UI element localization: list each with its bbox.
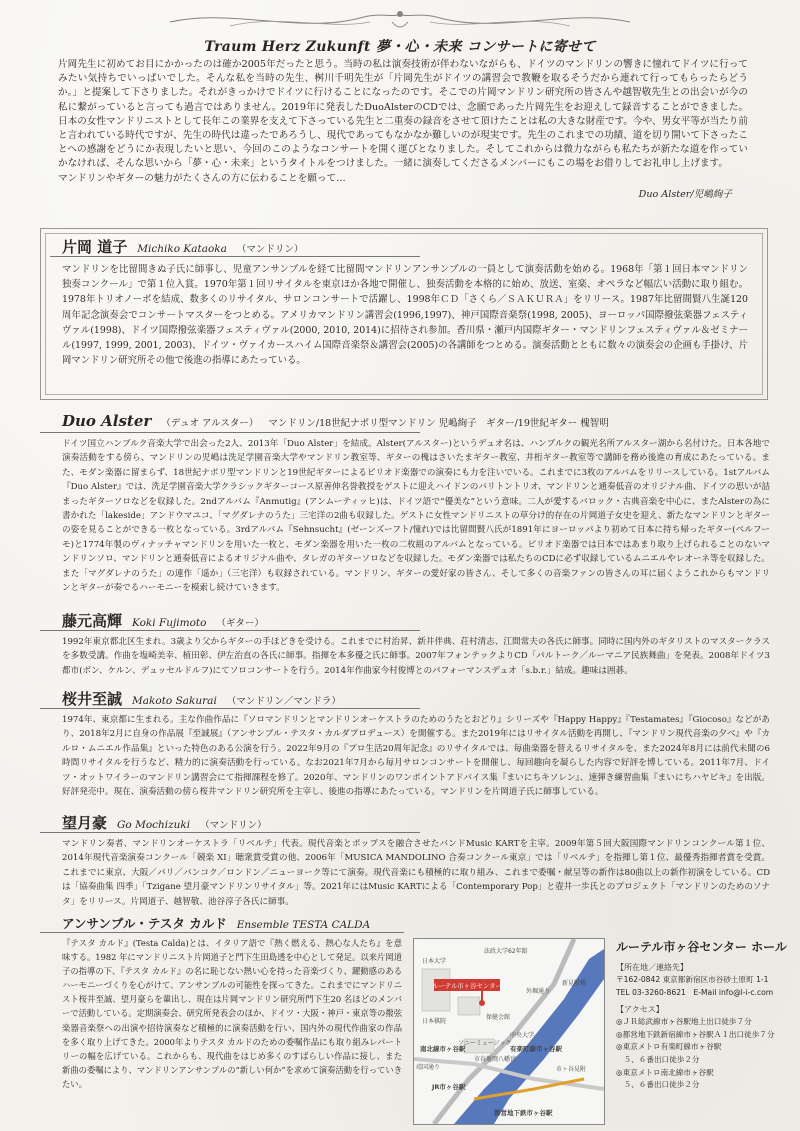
duo-bio: ドイツ国立ハンブルク音楽大学で出会った2人、2013年「Duo Alster」を結成。Alster(アルスター)というデュオ名は、ハンブルクの観光名所アルスター湖から名付けた。日本各地で演奏活動をする傍ら、マンドリンの児嶋は洗足学園音楽大学やマンドリン教室等、ギターの槐はさいたまギター教室、井桁ギター教室等で講師を務め後進の育成にあたっている。また、モダン楽器に留まらず、18世紀ナポリ型マンドリンと19世紀ギターによるピリオド楽器での演奏にも力を注いでいる。これまでに3枚のアルバムをリリースしている。1stアルバム『Duo Alster』では、洗足学園音楽大学クラシックギターコース原善伸名誉教授をゲストに迎えハイドンのバリトントリオ、マンドリンと通奏低音のオリジナル曲、ドイツの思いが詰まったギターソロなどを収録した。2ndアルバム『Anmutig』(アンムーティッヒ)は、ドイツ語で“優美な”という意味。二人が愛するバロック・古典音楽を中心に、またAlsterの為に書かれた「lakeside」アンドウマユコ、「マグダレナのうた」三宅洋の2曲も収録した。ゲストに女性マンドリニストの草分け的存在の片岡道子女史を迎え、新たなマンドリンとギターの姿を見ることができる一枚となっている。3rdアルバム『Sehnsucht』(ゼーンズーフト/憧れ)では比留間賢八氏が1891年にヨーロッパより初めて日本に持ち帰ったギター(ペルフーモ)と1774年製のヴィナッチャマンドリンを用いた一枚と、モダン楽器を用いた一枚の二枚組のアルバムとなっている。ピリオド楽器では日本ではあまり取り上げられることのないマンドリンソロ、マンドリンと通奏低音によるオリジナル曲や、タレガのギターソロなどを収録した。モダン楽器では私たちのCDに必ず収録しているムニエルやレオーネ等を収録した。また「マグダレナのうた」の連作「遥か」（三宅洋）も収録されている。マンドリン、ギターの愛好家の皆さん、そして多くの音楽ファンの皆さんの耳に届くようこれからもマンドリンとギターが奏でるハーモニーを模索し続けていきます。 (62, 439, 770, 594)
access-item: ◎都営地下鉄新宿線市ヶ谷駅Ａ１出口徒歩７分 (616, 1029, 775, 1039)
venue-address: 〒162-0842 東京都新宿区市谷砂土原町 1-1 (616, 975, 769, 984)
kataoka-bio: マンドリンを比留間きぬ子氏に師事し、児童アンサンブルを経て比留間マンドリンアンサンブルの一員として演奏活動を始める。1968年「第１回日本マンドリン独奏コンクール」で第１位入賞。1970年第１回リサイタルを東京ほか各地で開催し、独奏活動を本格的に始め、放送、室楽、オペラなど幅広い活動に取り組む。1978年トリオノーボを結成、数多くのリサイタル、サロンコンサートで活躍し、1998年ＣＤ「さくら／ＳＡＫＵＲＡ」をリリース。1987年比留間賢八生誕120周年記念演奏会でコンサートマスターをつとめる。アメリカマンドリン講習会(1996,1997)、神戸国際音楽祭(1998, 2005)、ヨーロッパ国際撥弦楽器フェスティヴァル(1998)、ドイツ国際撥弦楽器フェスティヴァル(2000, 2010, 2014)に招待され参加。香川県・瀬戸内国際ギター・マンドリンフェスティヴァル＆ゼミナール(1997, 1999, 2001, 2003)、ドイツ・ヴァイカースハイム国際音楽祭＆講習会(2005)の各講師をつとめる。演奏活動とともに数々の演奏会の企画も手掛け、片岡マンドリン研究所その他で後進の指導にあたっている。 (62, 264, 748, 367)
page-title: Traum Herz Zukunft 夢・心・未来 コンサートに寄せて (204, 39, 596, 55)
kataoka-role: （マンドリン） (236, 244, 304, 255)
sakurai-underline (40, 708, 420, 709)
access-item: ５、６番出口徒歩２分 (616, 1080, 700, 1090)
fujimoto-role: （ギター） (216, 618, 264, 629)
sakurai-roman: Makoto Sakurai (132, 695, 217, 707)
map-label-chuo: 中央大学 (510, 1032, 535, 1039)
venue-info (616, 938, 796, 1092)
intro-paragraph: 片岡先生に初めてお目にかかったのは確か2005年だったと思う。当時の私は演奏技術が伴わないながらも、ドイツのマンドリンの響きに憧れてドイツに行ってみたい気持ちでいっぱいでした。そんな私を当時の先生、桝川千明先生が「片岡先生がドイツの講習会で教鞭を取るそうだから連れて行ってもらったらどうか。」と提案して下さりました。それがきっかけでドイツに行けることになったのです。そこでの片岡マンドリン研究所の皆さんや越智敬先生との出会いが今の私に繋がっていると言っても過言ではありません。2019年に発表したDuoAlsterのCDでは、念願であった片岡先生をお迎えして録音することができました。日本の女性マンドリニストとして長年この業界を支えて下さっている先生と二重奏の録音をさせて頂けたことは私の大きな財産です。今や、男女平等が当たり前と言われている時代ですが、先生の時代は違ったであろうし、現代であってもなかなか難しいのが現実です。先生のこれまでの功績、道を切り開いて下さったことへの感謝をどうにか表現したいと思い、今回のこのようなコンサートを開く運びとなりました。そしてこれからは微力ながらも私たちが新たな道を作っていかなければ、そんな思いから「夢・心・未来」というタイトルをつけました。一緒に演奏してくださるメンバーにもこの場をお借りしてお礼申し上げます。 (58, 59, 748, 170)
sakurai-role: （マンドリン／マンドラ） (226, 696, 341, 707)
mochizuki-heading (62, 812, 267, 833)
ensemble-heading (62, 914, 370, 932)
access-item: ◎ＪＲ総武線市ヶ谷駅地上出口徒歩７分 (616, 1017, 752, 1027)
sakurai-bio: 1974年、東京都に生まれる。主な作曲作品に『ソロマンドリンとマンドリンオーケストラのためのうたとおどり』シリーズや『Happy Happy』『Testamates』『Giocoso』などがあり、2018年2月に自身の作品展『至誠展』（アンサンブル・テスタ・カルダプロデュース）を開催する。また2019年にはリサイタル活動を再開し、『マンドリン現代音楽の夕べ』や『カルロ・ムニエル作品集』といった特色のある公演を行う。2022年9月の『プロ生活20周年記念』のリサイタルでは、毎曲楽器を替えるリサイタルを、また2024年8月には前代未聞の6時間リサイタルを行うなど、精力的に演奏活動を行っている。なお2021年7月から毎月サロンコンサートを開催し、毎回趣向を凝らした内容で好評を博している。2011年7月、ドイツ・オットワイラーのマンドリン講習会にて指揮課程を修了。2020年、マンドリンのワンポイントアドバイス集『まいにちキソレン』、速弾き練習曲集『まいにちハヤビキ』を出版。好評発売中。現在、演奏活動の傍ら桜井マンドリン研究所を主宰し、後進の指導にあたっている。マンドリンを片岡道子氏に師事している。 (62, 715, 770, 798)
mochizuki-bio: マンドリン奏者、マンドリンオーケストラ「リベルテ」代表。現代音楽とポップスを融合させたバンドMusic KARTを主宰。2009年第５回大阪国際マンドリンコンクール第１位、2014年現代音楽演奏コンクール「競楽 XI」聴衆賞受賞の他、2006年「MUSICA MANDOLINO 合奏コンクール東京」では「リベルテ」を指揮し第１位、最優秀指揮者賞を受賞。これまでに東京、大阪／パリ／バンコク／ロンドン／ニューヨーク等にて演奏。現代音楽にも積極的に取り組み、これまで委嘱・献呈等の新作は80曲以上の新作初演をしている。CD は「協奏曲集 四季」「Tzigane 望月豪マンドリンリサイタル」等。2021年にはMusic KARTによる「Contemporary Pop」と壺井一歩氏とのプロジェクト「マンドリンのためのソナタ」をリリース。片岡道子、越智敬、池谷淳子各氏に師事。 (62, 839, 770, 907)
venue-map (413, 938, 605, 1125)
map-label-sotobori: 外堀通り (526, 988, 551, 995)
ensemble-name: アンサンブル・テスタ カルド (62, 916, 227, 931)
kataoka-heading (62, 236, 303, 257)
duo-role: マンドリン/18世紀ナポリ型マンドリン 児嶋絢子 ギター/19世紀ギター 槐智明 (268, 418, 609, 429)
map-label-hoken: 保健会館 (486, 1014, 511, 1021)
map-label-yasukuni: 靖国通り (416, 1064, 441, 1071)
kataoka-roman: Michiko Kataoka (137, 243, 227, 255)
duo-roman: （デュオ アルスター） (161, 418, 259, 429)
mochizuki-roman: Go Mochizuki (117, 819, 191, 831)
fujimoto-heading (62, 610, 264, 631)
fujimoto-name: 藤元高輝 (62, 612, 123, 630)
ensemble-underline (40, 932, 404, 933)
mochizuki-name: 望月豪 (62, 814, 108, 832)
map-label-namboku: 南北線市ヶ谷駅 (420, 1045, 466, 1053)
map-drawing (414, 939, 604, 1124)
access-item: ５、６番出口徒歩２分 (616, 1054, 700, 1064)
mochizuki-underline (40, 832, 420, 833)
fujimoto-bio: 1992年東京都北区生まれ。3歳より父からギターの手ほどきを受ける。これまでに村治昇、新井伴典、荘村清志、江間常夫の各氏に師事。同時に国内外のギタリストのマスタークラスを多数受講。作曲を塩崎美幸、植田彰、伊左治直の各氏に師事。指揮を本多優之氏に師事。2007年フォンテックよりCD「パルトーク／ルーマニア民族舞曲」を発表。2008年ドイツ3都市(ボン、ケルン、デュッセルドルフ)にてソロコンサートを行う。2014年作曲家今村俊博とのパフォーマンスデュオ「s.b.r.」結成。趣味は囲碁。 (62, 637, 770, 676)
map-label-toei: 都営地下鉄市ヶ谷駅 (494, 1109, 553, 1117)
fujimoto-roman: Koki Fujimoto (132, 617, 207, 629)
sakurai-name: 桜井至誠 (62, 690, 123, 708)
intro-signature: Duo Alster/児嶋絢子 (638, 188, 732, 200)
duo-underline (40, 432, 420, 433)
map-label-sony: ソニーミュージック (458, 1040, 512, 1047)
venue-address-label: 【所在地／連絡先】 (616, 963, 688, 972)
ensemble-bio: 『テスタ カルド』(Testa Calda)とは、イタリア語で『熱く燃える、熱心な人たち』を意味する。1982 年にマンドリニスト片岡道子と門下生田島透を中心として発足。以来片岡道子の指導の下、『テスタ カルド』の名に恥じない熱い心を持った音楽づくり、躍動感のあるハーモニーづくりを心がけて、アンサンブルの可能性を探ってきた。これまでにマンドリニスト桜井至誠、望月豪らを輩出し、現在は片岡マンドリン研究所門下生20 名ほどのメンバーで活動している。定期演奏会、研究所発表会のほか、ドイツ・大阪・神戸・東京等の撥弦楽器音楽祭への出演や招待演奏など積極的に演奏活動を行い、国内外の現代作曲家の作品を多く取り上げてきた。2000年よりテスタ カルドのための委嘱作品にも取り組みレパートリーの幅を広げている。これからも、現代曲をはじめ多くのすばらしい作品に接し、また新曲の委嘱により、マンドリンアンサンブルの“新しい何か”を求めて演奏活動を行っていきたい。 (62, 938, 402, 1089)
map-label-jr: JR市ヶ谷駅 (432, 1083, 466, 1091)
map-label-mitsuke: 市ヶ谷見附 (556, 1066, 587, 1073)
map-label-yurakucho: 有楽町線市ヶ谷駅 (510, 1045, 562, 1053)
kataoka-underline (50, 256, 420, 257)
ornament-flourish-icon (0, 4, 800, 38)
ensemble-roman: Ensemble TESTA CALDA (236, 919, 371, 931)
map-label-hachiman: 市谷亀岡八幡宮 (474, 1056, 517, 1063)
map-label-kiin: 日本棋院 (422, 1018, 447, 1025)
map-label-nichidai: 日本大学 (422, 958, 447, 965)
map-label-hosei: 法政大学62年館 (484, 948, 528, 955)
venue-name: ルーテル市ヶ谷センター ホール (616, 940, 787, 954)
venue-access-label: 【アクセス】 (616, 1005, 664, 1015)
access-item: ◎東京メトロ南北線市ヶ谷駅 (616, 1067, 714, 1077)
duo-heading (62, 412, 609, 430)
venue-contact: TEL 03-3260-8621 E-Mail info@l-i-c.com (616, 987, 774, 997)
access-item: ◎東京メトロ有楽町線市ヶ谷駅 (616, 1042, 722, 1052)
mochizuki-role: （マンドリン） (200, 820, 267, 831)
intro-closing: マンドリンやギターの魅力がたくさんの方に伝わることを願って… (58, 172, 346, 184)
map-venue-label: ルーテル市ヶ谷センター (432, 982, 502, 990)
fujimoto-underline (40, 630, 420, 631)
sakurai-heading (62, 688, 341, 709)
map-label-shinmitsuke: 新見附橋 (562, 980, 587, 987)
intro-text (58, 58, 748, 202)
duo-name: Duo Alster (62, 412, 152, 430)
kataoka-name: 片岡 道子 (62, 238, 128, 256)
